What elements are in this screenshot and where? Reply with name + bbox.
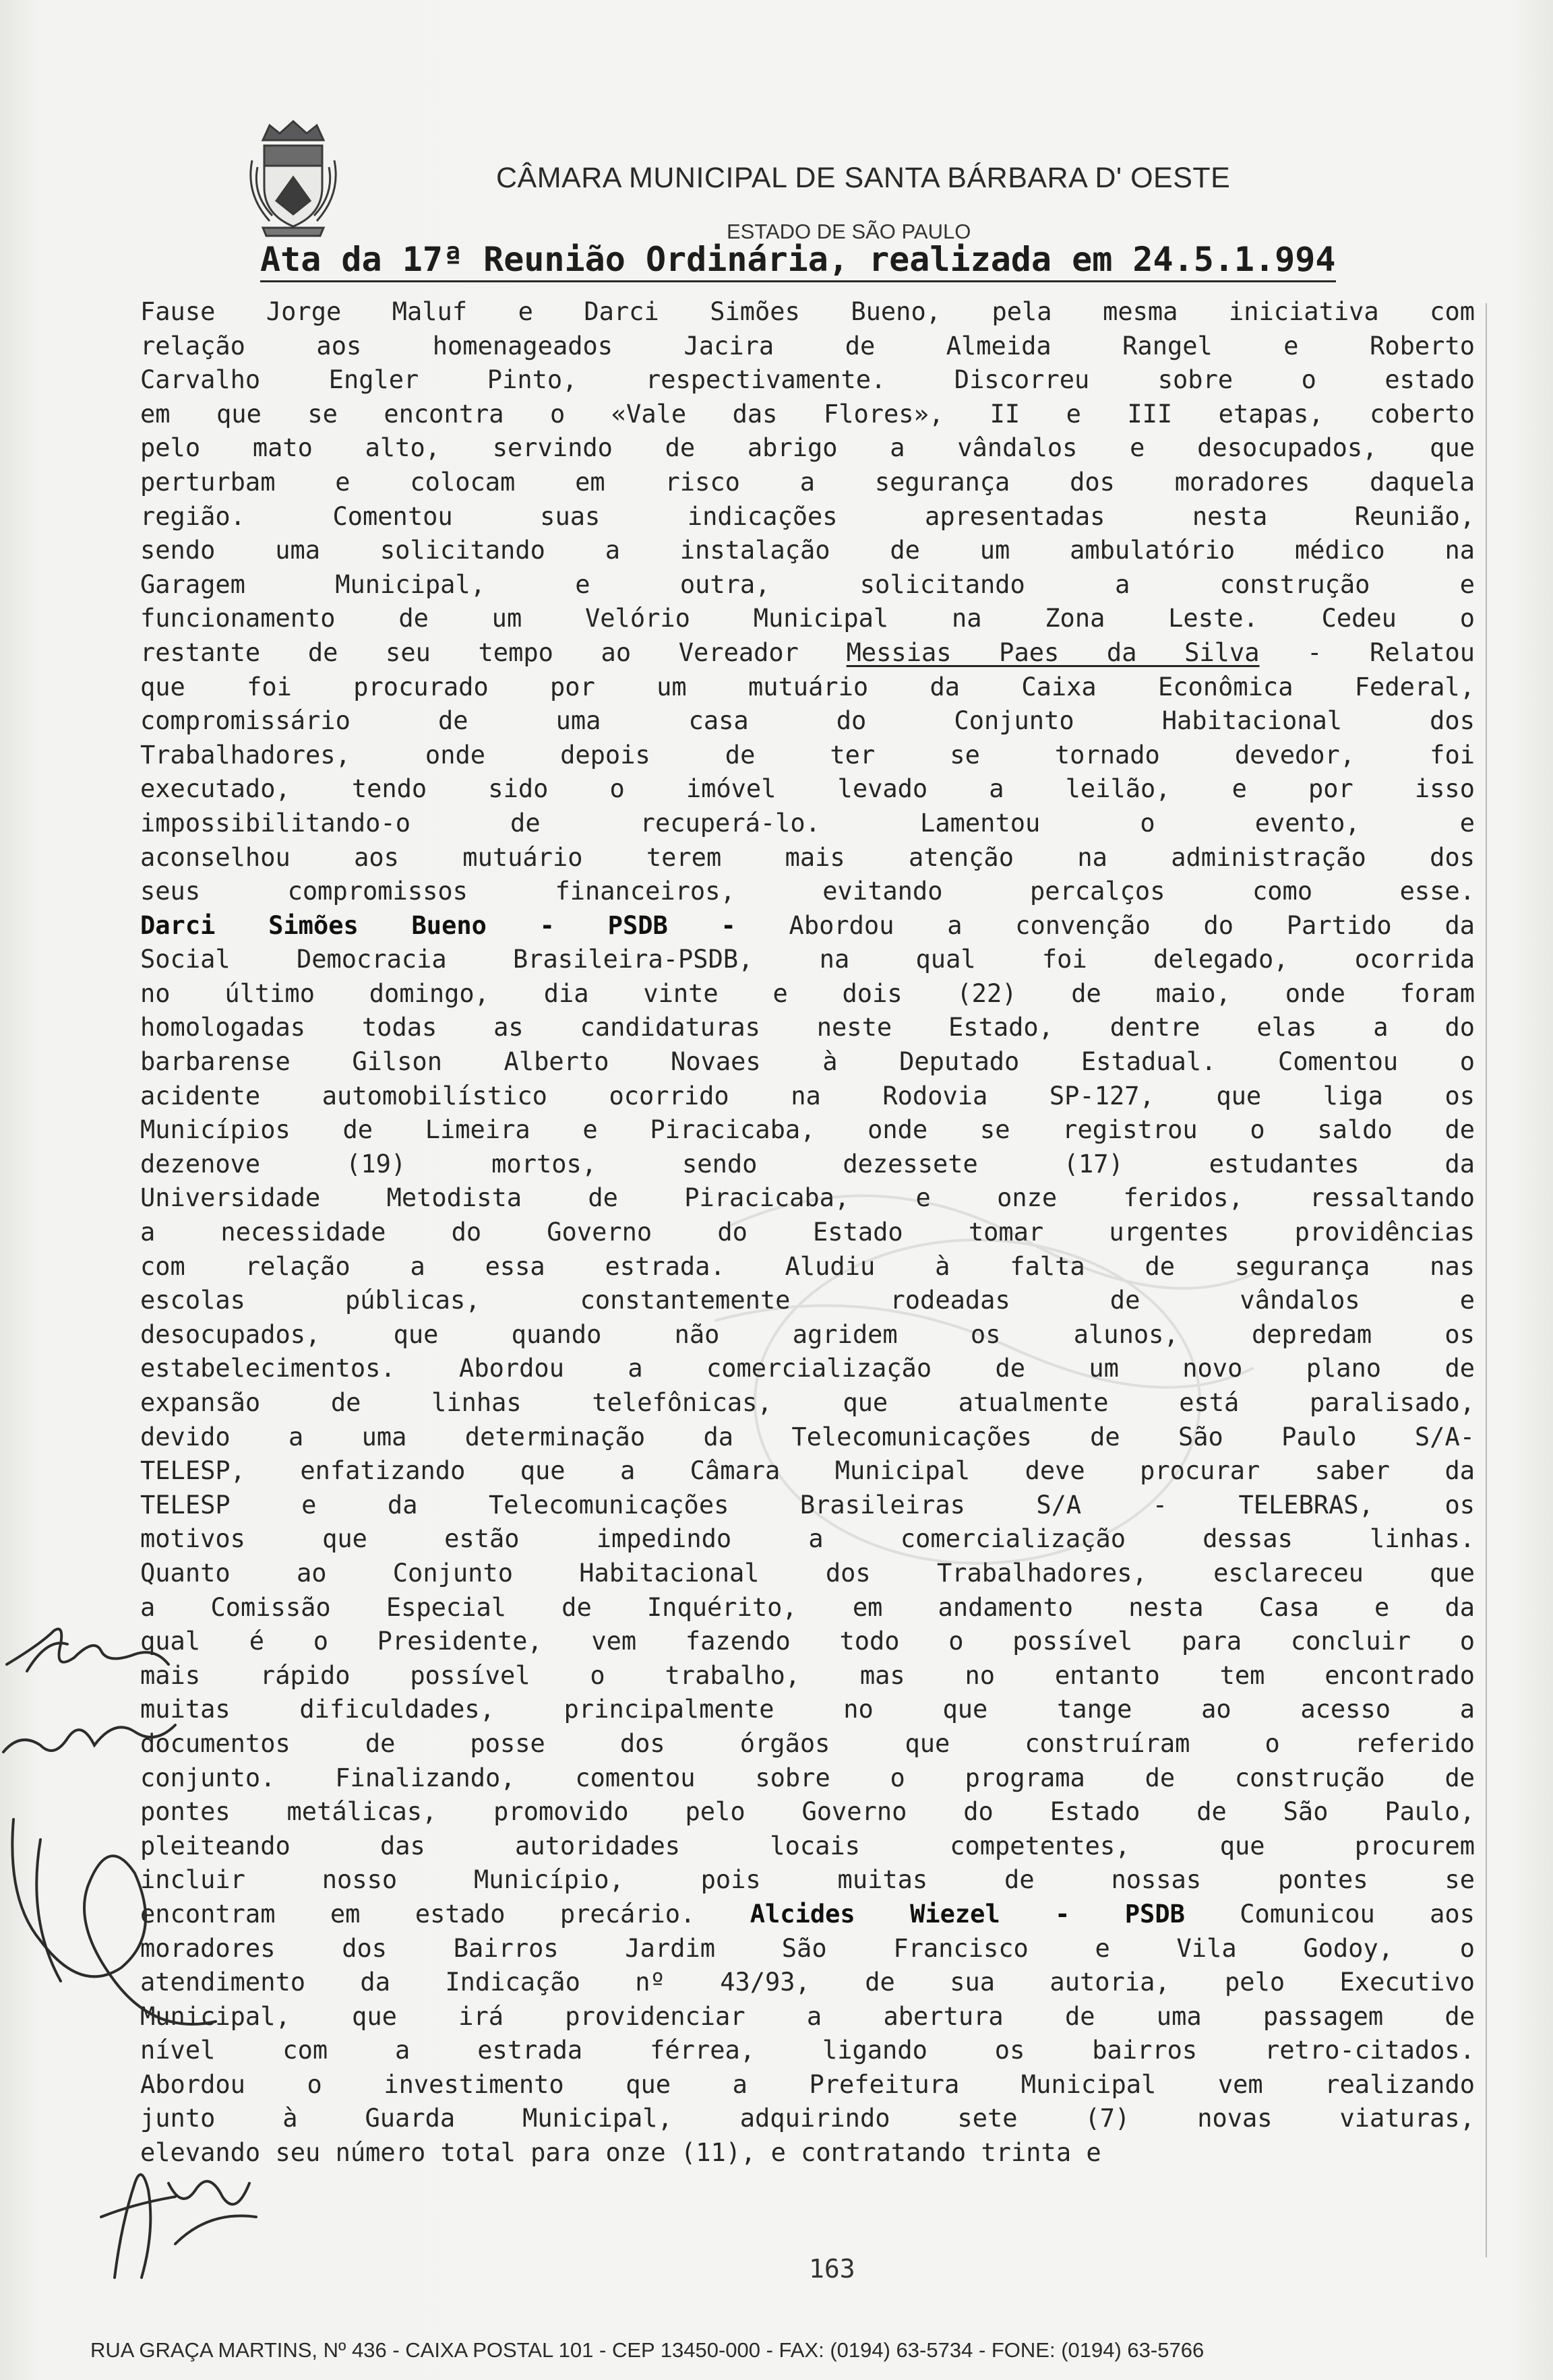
- body-line: Universidade Metodista de Piracicaba, e onze feridos, ressaltando: [140, 1183, 1475, 1213]
- body-line: desocupados, que quando não agridem os alunos, depredam os: [140, 1319, 1475, 1349]
- body-line: homologadas todas as candidaturas neste Estado, dentre elas a do: [140, 1013, 1475, 1042]
- body-line: barbarense Gilson Alberto Novaes à Deputado Estadual. Comentou o: [140, 1047, 1475, 1077]
- body-line: sendo uma solicitando a instalação de um ambulatório médico na: [140, 536, 1475, 565]
- body-line: dezenove (19) mortos, sendo dezessete (17) estudantes da: [140, 1149, 1475, 1179]
- body-line: atendimento da Indicação nº 43/93, de sua autoria, pelo Executivo: [140, 1968, 1475, 1997]
- body-line: aconselhou aos mutuário terem mais atenção na administração dos: [140, 842, 1475, 872]
- body-line: com relação a essa estrada. Aludiu à falta de segurança nas: [140, 1251, 1475, 1281]
- body-line: Fause Jorge Maluf e Darci Simões Bueno, pela mesma iniciativa com: [140, 297, 1475, 326]
- vereador-name: Messias Paes da Silva: [846, 637, 1260, 667]
- body-line: Municipal, que irá providenciar a abertura de uma passagem de: [140, 2001, 1475, 2031]
- title-underline: [260, 280, 1336, 282]
- body-line: pelo mato alto, servindo de abrigo a vândalos e desocupados, que: [140, 433, 1475, 463]
- body-line: a Comissão Especial de Inquérito, em andamento nesta Casa e da: [140, 1592, 1475, 1622]
- minutes-body: [140, 295, 1475, 2170]
- body-line: escolas públicas, constantemente rodeadas de vândalos e: [140, 1286, 1475, 1315]
- body-line: devido a uma determinação da Telecomunicações de São Paulo S/A-: [140, 1422, 1475, 1451]
- body-line: Abordou o investimento que a Prefeitura Municipal vem realizando: [140, 2069, 1475, 2099]
- body-line: incluir nosso Município, pois muitas de nossas pontes se: [140, 1865, 1475, 1895]
- body-line: qual é o Presidente, vem fazendo todo o possível para concluir o: [140, 1627, 1475, 1656]
- body-line: seus compromissos financeiros, evitando percalços como esse.: [140, 877, 1475, 906]
- body-line: pleiteando das autoridades locais competentes, que procurem: [140, 1831, 1475, 1860]
- body-line: no último domingo, dia vinte e dois (22) de maio, onde foram: [140, 978, 1475, 1008]
- body-line: pontes metálicas, promovido pelo Governo do Estado de São Paulo,: [140, 1797, 1475, 1827]
- speaker-name: Alcides Wiezel - PSDB: [750, 1899, 1185, 1929]
- body-line: região. Comentou suas indicações apresentadas nesta Reunião,: [140, 501, 1475, 531]
- footer-address: RUA GRAÇA MARTINS, Nº 436 - CAIXA POSTAL 101 - CEP 13450-000 - FAX: (0194) 63-5734 - FONE: (0194) 63-5766: [90, 2338, 1205, 2362]
- body-line-text: Abordou a convenção do Partido da: [789, 910, 1475, 940]
- body-line: executado, tendo sido o imóvel levado a leilão, e por isso: [140, 774, 1475, 804]
- right-margin-line: [1486, 303, 1487, 2257]
- body-line-text: encontram em estado precário.: [140, 1899, 696, 1929]
- body-line: em que se encontra o «Vale das Flores», II e III etapas, coberto: [140, 399, 1475, 429]
- state-name: ESTADO DE SÃO PAULO: [727, 220, 971, 243]
- body-line: muitas dificuldades, principalmente no que tange ao acesso a: [140, 1695, 1475, 1724]
- body-line: estabelecimentos. Abordou a comercialização de um novo plano de: [140, 1354, 1475, 1383]
- institution-name: CÂMARA MUNICIPAL DE SANTA BÁRBARA D' OESTE: [496, 162, 1231, 194]
- body-line: compromissário de uma casa do Conjunto Habitacional dos: [140, 706, 1475, 736]
- body-line: Quanto ao Conjunto Habitacional dos Trabalhadores, esclareceu que: [140, 1558, 1475, 1588]
- body-line-text: - Relatou: [1307, 637, 1475, 667]
- body-line: a necessidade do Governo do Estado tomar urgentes providências: [140, 1218, 1475, 1247]
- body-line-text: Comunicou aos: [1240, 1899, 1475, 1929]
- body-line: junto à Guarda Municipal, adquirindo sete (7) novas viaturas,: [140, 2104, 1475, 2133]
- bottom-signature: [94, 2143, 270, 2298]
- body-line: TELESP, enfatizando que a Câmara Municipal deve procurar saber da: [140, 1456, 1475, 1486]
- body-line: impossibilitando-o de recuperá-lo. Lamentou o evento, e: [140, 808, 1475, 838]
- body-line: Carvalho Engler Pinto, respectivamente. Discorreu sobre o estado: [140, 365, 1475, 395]
- body-line-with-name: [140, 636, 1475, 670]
- body-line: TELESP e da Telecomunicações Brasileiras S/A - TELEBRAS, os: [140, 1490, 1475, 1520]
- body-line-text: restante de seu tempo ao Vereador: [140, 637, 799, 667]
- body-line: Garagem Municipal, e outra, solicitando a construção e: [140, 569, 1475, 599]
- body-line: expansão de linhas telefônicas, que atualmente está paralisado,: [140, 1388, 1475, 1417]
- speaker-name: Darci Simões Bueno - PSDB -: [140, 910, 736, 940]
- body-line: Trabalhadores, onde depois de ter se tornado devedor, foi: [140, 740, 1475, 770]
- body-line: elevando seu número total para onze (11), e contratando trinta e: [140, 2138, 1101, 2168]
- body-line: documentos de posse dos órgãos que construíram o referido: [140, 1728, 1475, 1758]
- body-line: Municípios de Limeira e Piracicaba, onde se registrou o saldo de: [140, 1115, 1475, 1145]
- page-number: 163: [809, 2254, 855, 2284]
- body-line: mais rápido possível o trabalho, mas no entanto tem encontrado: [140, 1660, 1475, 1690]
- body-line: perturbam e colocam em risco a segurança dos moradores daquela: [140, 467, 1475, 497]
- minutes-title: Ata da 17ª Reunião Ordinária, realizada em 24.5.1.994: [260, 240, 1336, 279]
- body-line: funcionamento de um Velório Municipal na Zona Leste. Cedeu o: [140, 604, 1475, 633]
- body-line: Social Democracia Brasileira-PSDB, na qual foi delegado, ocorrida: [140, 945, 1475, 974]
- body-line: motivos que estão impedindo a comercialização dessas linhas.: [140, 1524, 1475, 1554]
- coat-of-arms-icon: [243, 113, 344, 241]
- body-line: acidente automobilístico ocorrido na Rodovia SP-127, que liga os: [140, 1081, 1475, 1110]
- body-line-with-speaker: [140, 909, 1475, 943]
- body-line: nível com a estrada férrea, ligando os bairros retro-citados.: [140, 2036, 1475, 2065]
- body-line: que foi procurado por um mutuário da Caixa Econômica Federal,: [140, 672, 1475, 701]
- body-line: moradores dos Bairros Jardim São Francisco e Vila Godoy, o: [140, 1933, 1475, 1963]
- body-line: conjunto. Finalizando, comentou sobre o programa de construção de: [140, 1763, 1475, 1792]
- body-line-with-speaker: [140, 1898, 1475, 1932]
- body-line: relação aos homenageados Jacira de Almeida Rangel e Roberto: [140, 331, 1475, 361]
